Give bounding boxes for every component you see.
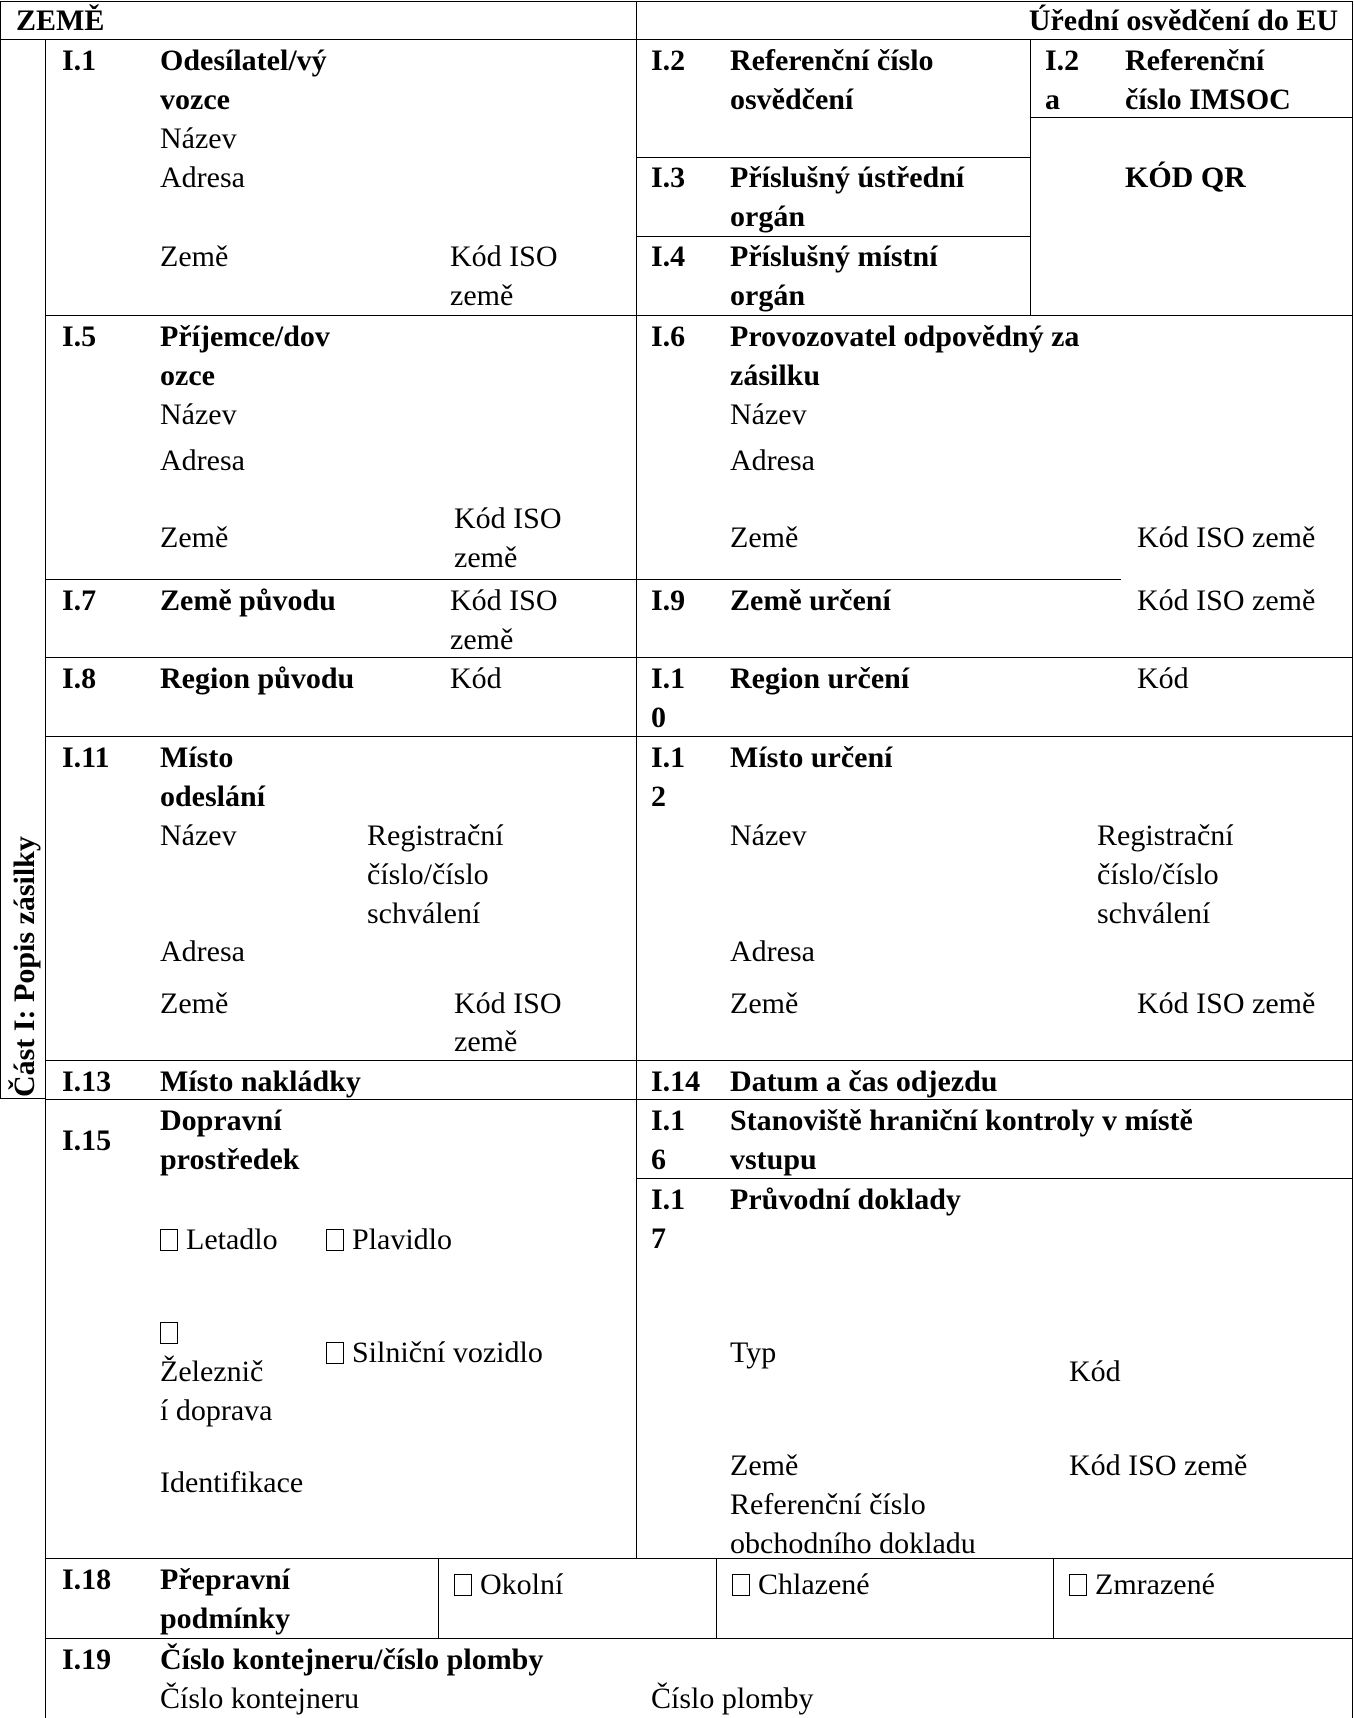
iso-code-label: Kód ISO	[450, 240, 558, 273]
field-title: Průvodní doklady	[730, 1183, 961, 1216]
field-title: Místo nakládky	[160, 1065, 361, 1098]
checkbox-icon	[732, 1574, 750, 1596]
field-title: Referenční číslo	[730, 44, 934, 77]
iso-code-label: Kód ISO	[454, 502, 562, 535]
identification-label: Identifikace	[160, 1466, 304, 1499]
registration-label-cont2: schválení	[367, 897, 481, 930]
registration-label: Registrační	[367, 819, 504, 852]
field-code: I.1	[62, 44, 97, 77]
field-code: I.1	[651, 662, 686, 695]
field-code: I.9	[651, 584, 686, 617]
field-title-cont: orgán	[730, 279, 805, 312]
name-label: Název	[730, 398, 807, 431]
field-title: Země určení	[730, 584, 891, 617]
field-code-cont: 7	[651, 1222, 666, 1255]
checkbox-icon	[454, 1574, 472, 1596]
field-title-cont: podmínky	[160, 1602, 291, 1635]
field-code: I.1	[651, 1104, 686, 1137]
part-label: Část I: Popis zásilky	[8, 836, 41, 1097]
field-title-cont: číslo IMSOC	[1125, 83, 1291, 116]
field-title: Provozovatel odpovědný za	[730, 320, 1080, 353]
qr-code-label: KÓD QR	[1125, 161, 1246, 194]
code-label: Kód	[1137, 662, 1189, 695]
iso-code-label: Kód ISO	[450, 584, 558, 617]
field-title-cont: vstupu	[730, 1143, 817, 1176]
field-code: I.1	[651, 741, 686, 774]
name-label: Název	[160, 819, 237, 852]
field-code: I.11	[62, 741, 110, 774]
field-title: Dopravní	[160, 1104, 282, 1137]
checkbox-road[interactable]	[326, 1333, 543, 1372]
address-label: Adresa	[730, 935, 815, 968]
field-code: I.13	[62, 1065, 112, 1098]
field-code: I.4	[651, 240, 686, 273]
field-code: I.6	[651, 320, 686, 353]
registration-label-cont: číslo/číslo	[1097, 858, 1219, 891]
checkbox-vessel[interactable]	[326, 1220, 452, 1259]
checkbox-label: Letadlo	[186, 1223, 278, 1256]
field-title: Příslušný místní	[730, 240, 938, 273]
checkbox-label: Zmrazené	[1095, 1568, 1215, 1601]
field-title: Region určení	[730, 662, 910, 695]
field-code: I.1	[651, 1183, 686, 1216]
field-code: I.15	[62, 1124, 112, 1157]
field-code: I.3	[651, 161, 686, 194]
checkbox-ambient[interactable]	[454, 1565, 563, 1604]
iso-code-label: Kód ISO	[454, 987, 562, 1020]
checkbox-label: Silniční vozidlo	[352, 1336, 543, 1369]
checkbox-label: Chlazené	[758, 1568, 870, 1601]
field-code: I.5	[62, 320, 97, 353]
country-label: Země	[160, 987, 229, 1020]
field-title: Číslo kontejneru/číslo plomby	[160, 1643, 544, 1676]
field-title-cont: ozce	[160, 359, 215, 392]
country-label: Země	[730, 1449, 799, 1482]
code-label: Kód	[450, 662, 502, 695]
iso-code-label-cont: země	[454, 1025, 518, 1058]
field-title-cont: prostředek	[160, 1143, 300, 1176]
railway-label-cont: í doprava	[160, 1394, 273, 1427]
name-label: Název	[160, 122, 237, 155]
field-code-cont: 0	[651, 701, 666, 734]
seal-number-label: Číslo plomby	[651, 1682, 814, 1715]
code-label: Kód	[1069, 1355, 1121, 1388]
iso-code-label: Kód ISO země	[1069, 1449, 1248, 1482]
checkbox-label: Okolní	[480, 1568, 564, 1601]
field-title: Místo určení	[730, 741, 893, 774]
checkbox-frozen[interactable]	[1069, 1565, 1215, 1604]
name-label: Název	[730, 819, 807, 852]
checkbox-railway[interactable]	[160, 1313, 186, 1352]
field-code: I.19	[62, 1643, 112, 1676]
field-title-cont: orgán	[730, 200, 805, 233]
address-label: Adresa	[160, 444, 245, 477]
address-label: Adresa	[160, 161, 245, 194]
field-title-cont: zásilku	[730, 359, 821, 392]
field-title: Datum a čas odjezdu	[730, 1065, 998, 1098]
field-code: I.2	[1045, 44, 1080, 77]
field-code: I.18	[62, 1563, 112, 1596]
field-title: Příjemce/dov	[160, 320, 330, 353]
country-label: Země	[160, 521, 229, 554]
field-code-cont: a	[1045, 83, 1060, 116]
field-title: Odesílatel/vý	[160, 44, 327, 77]
certificate-title: Úřední osvědčení do EU	[1028, 4, 1338, 37]
address-label: Adresa	[730, 444, 815, 477]
field-code: I.14	[651, 1065, 701, 1098]
field-code: I.2	[651, 44, 686, 77]
field-title: Místo	[160, 741, 234, 774]
field-title: Příslušný ústřední	[730, 161, 965, 194]
checkbox-icon	[326, 1342, 344, 1364]
iso-code-label-cont: země	[454, 541, 518, 574]
iso-code-label-cont: země	[450, 279, 514, 312]
field-title-cont: osvědčení	[730, 83, 854, 116]
type-label: Typ	[730, 1336, 777, 1369]
commercial-ref-label: Referenční číslo	[730, 1488, 926, 1521]
country-header: ZEMĚ	[16, 4, 105, 37]
commercial-ref-label-cont: obchodního dokladu	[730, 1527, 976, 1560]
field-code: I.8	[62, 662, 97, 695]
field-code-cont: 6	[651, 1143, 666, 1176]
iso-code-label: Kód ISO země	[1137, 521, 1316, 554]
iso-code-label: Kód ISO země	[1137, 987, 1316, 1020]
checkbox-icon	[160, 1322, 178, 1344]
field-title: Region původu	[160, 662, 355, 695]
container-number-label: Číslo kontejneru	[160, 1682, 360, 1715]
registration-label: Registrační	[1097, 819, 1234, 852]
field-code-cont: 2	[651, 780, 666, 813]
checkbox-label: Plavidlo	[352, 1223, 453, 1256]
country-label: Země	[730, 521, 799, 554]
registration-label-cont2: schválení	[1097, 897, 1211, 930]
name-label: Název	[160, 398, 237, 431]
checkbox-aircraft[interactable]	[160, 1220, 278, 1259]
field-title: Stanoviště hraniční kontroly v místě	[730, 1104, 1193, 1137]
field-title: Země původu	[160, 584, 336, 617]
checkbox-icon	[1069, 1574, 1087, 1596]
railway-label: Železnič	[160, 1355, 264, 1388]
field-code: I.7	[62, 584, 97, 617]
iso-code-label-cont: země	[450, 623, 514, 656]
checkbox-chilled[interactable]	[732, 1565, 870, 1604]
field-title-cont: odeslání	[160, 780, 266, 813]
field-title: Přepravní	[160, 1563, 290, 1596]
checkbox-icon	[326, 1229, 344, 1251]
country-label: Země	[730, 987, 799, 1020]
country-label: Země	[160, 240, 229, 273]
address-label: Adresa	[160, 935, 245, 968]
checkbox-icon	[160, 1229, 178, 1251]
registration-label-cont: číslo/číslo	[367, 858, 489, 891]
field-title: Referenční	[1125, 44, 1265, 77]
iso-code-label: Kód ISO země	[1137, 584, 1316, 617]
field-title-cont: vozce	[160, 83, 230, 116]
